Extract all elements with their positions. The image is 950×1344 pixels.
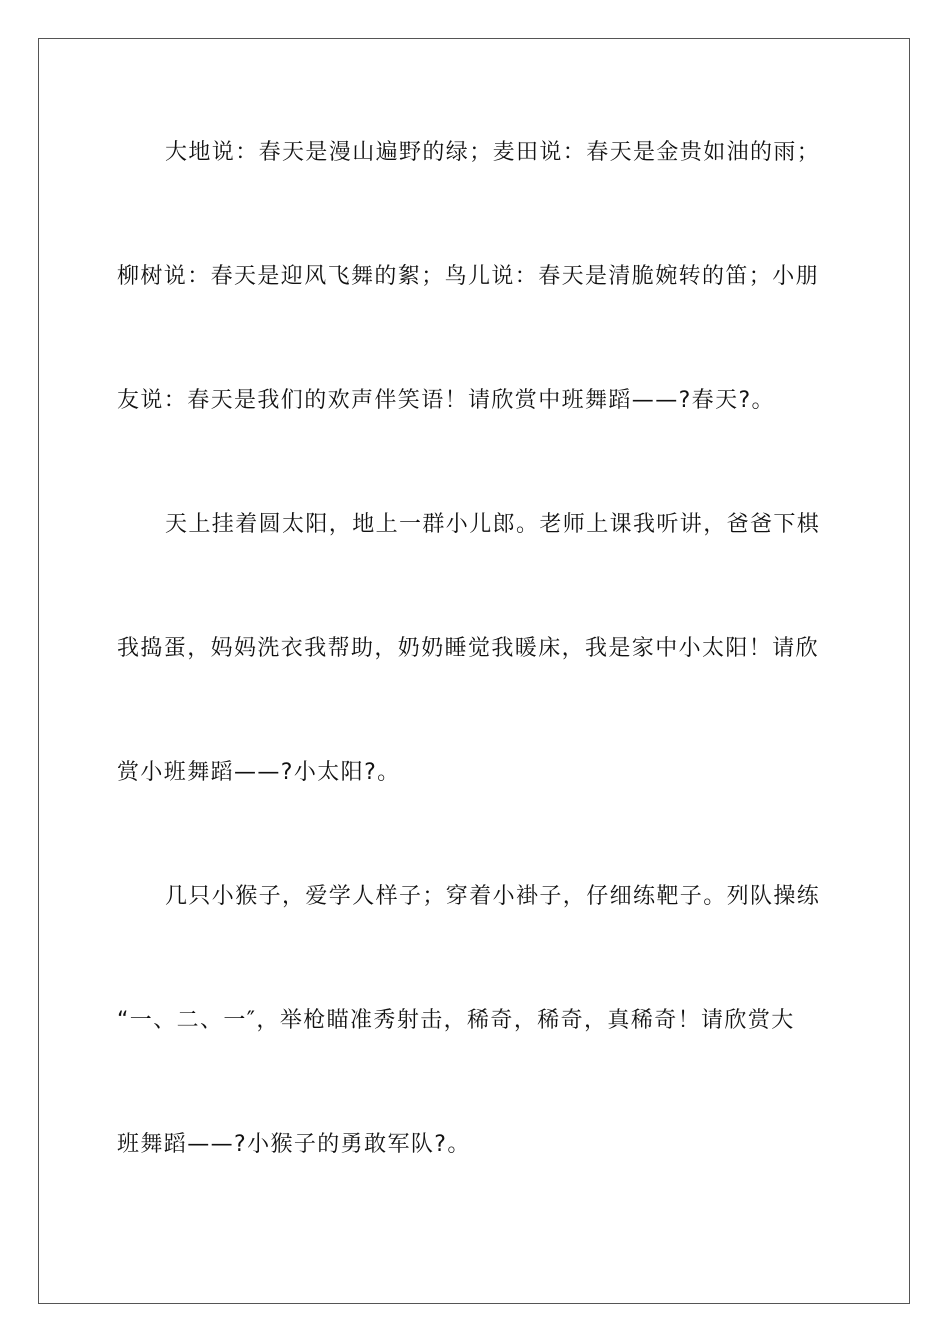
text-line: 我捣蛋，妈妈洗衣我帮助，奶奶睡觉我暖床，我是家中小太阳！请欣	[117, 636, 820, 661]
text-line: 柳树说：春天是迎风飞舞的絮；鸟儿说：春天是清脆婉转的笛；小朋	[117, 264, 820, 289]
page-border	[38, 38, 910, 1304]
text-line: 班舞蹈——?小猴子的勇敢军队?。	[117, 1132, 471, 1157]
text-line: “一、二、一″，举枪瞄准秀射击，稀奇，稀奇，真稀奇！请欣赏大	[117, 1008, 795, 1033]
text-line: 几只小猴子，爱学人样子；穿着小褂子，仔细练靶子。列队操练	[165, 884, 821, 909]
text-line: 天上挂着圆太阳，地上一群小儿郎。老师上课我听讲，爸爸下棋	[165, 512, 821, 537]
text-line: 友说：春天是我们的欢声伴笑语！请欣赏中班舞蹈——?春天?。	[117, 388, 775, 413]
text-line: 大地说：春天是漫山遍野的绿；麦田说：春天是金贵如油的雨；	[165, 140, 821, 165]
text-line: 赏小班舞蹈——?小太阳?。	[117, 760, 401, 785]
